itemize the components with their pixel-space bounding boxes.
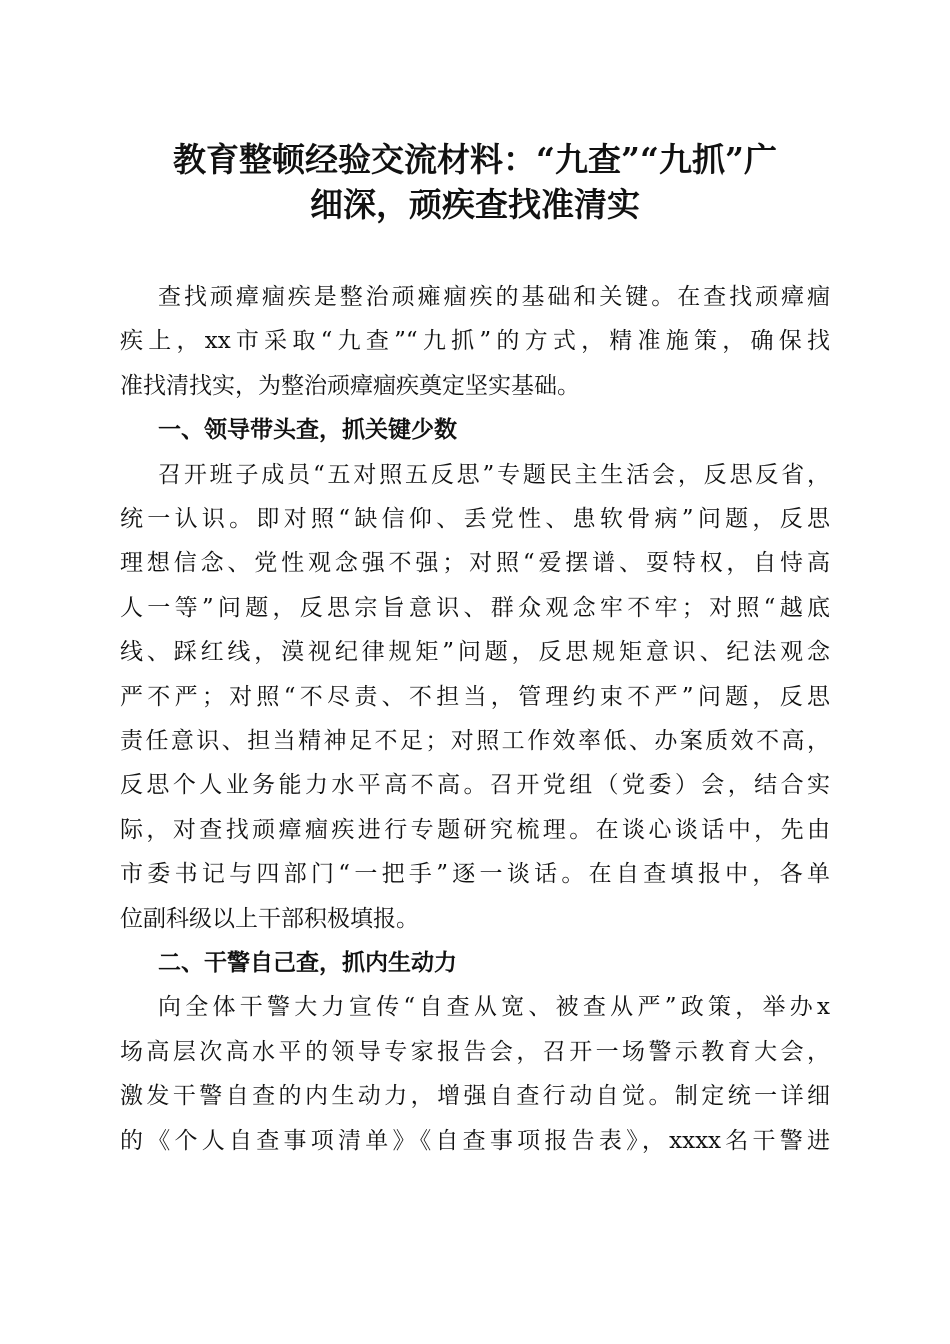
paragraph-line: 召开班子成员“五对照五反思”专题民主生活会，反思反省，: [158, 461, 830, 488]
paragraph-line: 严不严；对照“不尽责、不担当，管理约束不严”问题，反思: [120, 683, 830, 710]
section-heading: 一、领导带头查，抓关键少数: [158, 417, 457, 444]
paragraph-line: 准找清找实，为整治顽瘴痼疾奠定坚实基础。: [120, 372, 580, 399]
document-title-line-2: 细深，顽疾查找准清实: [310, 185, 640, 224]
paragraph-line: 统一认识。即对照“缺信仰、丢党性、患软骨病”问题，反思: [120, 506, 830, 532]
document-title-line-1: 教育整顿经验交流材料：“九查”“九抓”广: [173, 140, 777, 179]
paragraph-line: 疾上，xx市采取“九查”“九抓”的方式，精准施策，确保找: [120, 328, 830, 355]
section-heading: 二、干警自己查，抓内生动力: [158, 950, 457, 976]
paragraph-line: 责任意识、担当精神足不足；对照工作效率低、办案质效不高，: [120, 728, 830, 754]
paragraph-line: 激发干警自查的内生动力，增强自查行动自觉。制定统一详细: [120, 1083, 830, 1110]
paragraph-line: 查找顽瘴痼疾是整治顽瘫痼疾的基础和关键。在查找顽瘴痼: [158, 284, 830, 310]
paragraph-line: 际，对查找顽瘴痼疾进行专题研究梳理。在谈心谈话中，先由: [120, 816, 830, 843]
paragraph-line: 向全体干警大力宣传“自查从宽、被查从严”政策，举办x: [158, 994, 830, 1021]
paragraph-line: 市委书记与四部门“一把手”逐一谈话。在自查填报中，各单: [120, 861, 830, 888]
paragraph-line: 人一等”问题，反思宗旨意识、群众观念牢不牢；对照“越底: [120, 594, 830, 621]
paragraph-line: 的《个人自查事项清单》《自查事项报告表》，xxxx名干警进: [120, 1127, 830, 1154]
paragraph-line: 位副科级以上干部积极填报。: [120, 905, 419, 932]
paragraph-line: 场高层次高水平的领导专家报告会，召开一场警示教育大会，: [120, 1038, 830, 1065]
paragraph-line: 线、踩红线，漠视纪律规矩”问题，反思规矩意识、纪法观念: [120, 639, 830, 666]
paragraph-line: 理想信念、党性观念强不强；对照“爱摆谱、耍特权，自恃高: [120, 550, 830, 577]
paragraph-line: 反思个人业务能力水平高不高。召开党组（党委）会，结合实: [120, 772, 830, 799]
